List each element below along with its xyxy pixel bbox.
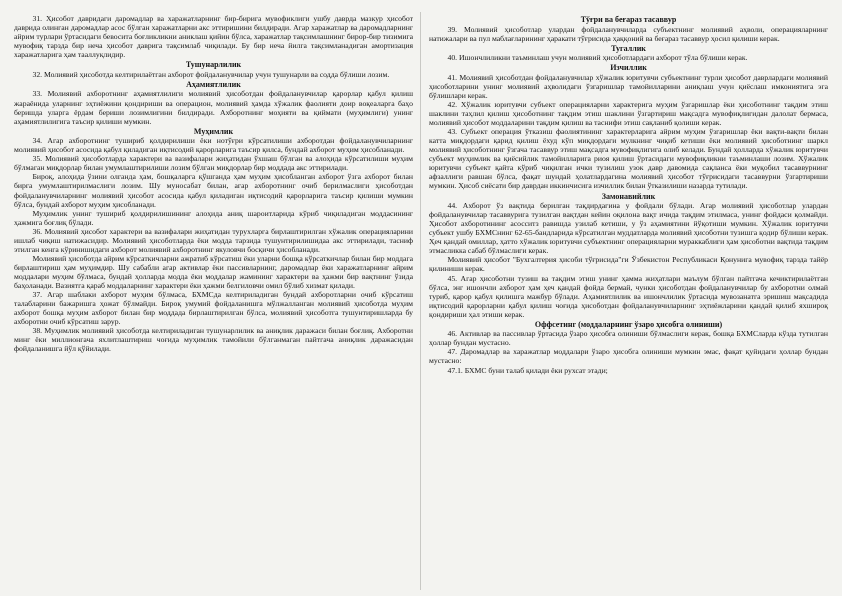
section-heading: Замонавийлик [601,191,656,201]
paragraph: 32. Молиявий ҳисоботда келтирилаётган ахборот фойдаланувчилар учун тушунарли ва содда бўлиши лозим. [32,69,390,79]
paragraph: 36. Молиявий ҳисобот характери ва вазифалари жиҳатидан турухларга бирлаштирилган хўжалик операцияларини ишлаб чиқиш натижасидир. Молиявий ҳисоботларда ёки модда тарзида тушунтирилишидаа акс эттирилади, тасниф этилган кенга кўринишидаги ахборот молиявий ахборотнинг якуловчи босқичи ҳисобланади. [14,226,413,254]
paragraph: 35. Молиявий ҳисоботларда характери ва вазифалари жиҳатидан ўхшаш бўлган ва алоҳида кўрсатилиши муҳим бўлмаган миқдорлар билан умумлаштирилиши лозим бўлган миқдорлар бир моддада акс эттирилади. [14,154,413,173]
paragraph: 34. Агар ахборотнинг тушириб қолдирилиши ёки нотўғри кўрсатилиши ахборотдан фойдаланувчиларнинг молиявий ҳисобот асосида қабул қиладиган иқтисодий қарорларига таъсир қилса, бундай ахборот муҳим ҳисобланади. [14,136,413,155]
paragraph: 38. Муҳимлик молиявий ҳисоботда келтириладиган тушунарлилик ва аниқлик даражаси билан боғлиқ. Ахборотни минг ёки миллионгача яхлитлаштириш чоғида муҳимлик тамойили бўлганмаган пайтгача аниқлик даражасидан фойдаланишга йўл қўйилади. [14,326,413,354]
column-divider [420,12,421,590]
section-heading: Изчиллик [610,63,647,73]
paragraph: 47. Даромадлар ва харажатлар моддалари ўзаро ҳисобга олиниши мумкин эмас, фақат қуйидаги ҳоллар бундан мустасно: [429,347,828,366]
section-heading: Муҳимлик [193,126,234,136]
paragraph: Молиявий ҳисобот "Бухгалтерия ҳисоби тўғрисида"ги Ўзбекистон Республикаси Қонунига мувофиқ тарзда тайёр қилиниши керак. [429,255,828,274]
paragraph: 43. Субъект операция ўтказиш фаолиятининг характерларига айрим муҳим ўзгаришлар ёки вақти-вақти билан катта миқдордаги қарид қилиш ёхуд кўп миқдордаги мулкнинг чиқиб кетиши ёки молиявий ҳисоботнинг шаркл молиявий ҳисоботнинг ўзгача тасаввур этиш мақсадга мувофиқлигига олиб келади. Бундай ҳолларда хўжалик юритувчи субъект муҳимлик ва қиёсийлик тамойилларига риоя қилиш ўртасидаги мувофиқликни таъминлаши лозим. Хўжалик юритувчи субъект қайта кўриб чиқилган ички тузилиш узок давр давомида сақланса ёки муқобил тасаввурнинг афзаллиги равшан бўлса, фақат шундай ҳолатлардагина молиявий ҳисобот тўғрисидаги тасаввурни ўзгартириши мумкин. Ҳисоб сиёсати бир даврдан иккинчисига изчиллик билан ўтказилиши назарда тутилади. [429,127,828,191]
paragraph: 37. Агар шаблаки ахборот муҳим бўлмаса, БХМСда келтириладиган бундай ахборотларни очиб кўрсатиш талабларини бажаришга ҳожат бўлмайди. Бироқ умумий фойдаланишга мўлжалланган молиявий ҳисоботда муҳим ахборот бошқа муҳим ахборот билан бир моддада бирлаштирилган бўлса, молиявий ҳисоботга тушунтиришларда бу ахборотни очиб кўрсатиш зарур. [14,290,413,327]
paragraph: 42. Хўжалик юритувчи субъект операцияларни характерига муҳим ўзгаришлар ёки ҳисоботнинг тақдим этиш шаклини таҳлил қилиш ҳисоботнинг тақдим этиш шаклини ўзгартириш мақсадга мувофиқлигидан далолат бермаса, молиявий ҳисобот моддаларини тақдим қилиш ва таснифи этиш сақланиб қолиши керак. [429,100,828,128]
paragraph: Молиявий ҳисоботда айрим кўрсаткичларни ажратиб кўрсатиш ёки уларни бошқа кўрсаткичлар билан бир моддага бирлаштириш ҳам муҳимдир. Шу сабабли агар активлар ёки пассивларнинг, даромадлар ёки харажатларнинг айрим моддалари муҳим бўлмаса, бундай ҳолларда модда ёки моддалар жамининг характери ва ҳажми бир вақтнинг ўзида баҳоланади. Вазиятга қараб моддаларнинг характери ёки ҳажми белгиловчи омил бўлиб хизмат қилади. [14,253,413,290]
left-column [14,14,413,590]
paragraph: 41. Молиявий ҳисоботдан фойдаланувчилар хўжалик юритувчи субъектнинг турли ҳисобот даврлардаги молиявий ҳисоботларини унинг молиявий аҳволидаги ўзгаришлар тамойилларини аниқлаш учун қиёслаш имкониятига эга бўлишлари керак. [429,72,828,101]
right-column [429,14,828,590]
paragraph: Бироқ, алоҳида ўзини олганда ҳам, бошқаларга қўшганда ҳам муҳим ҳисобланган ахборот ўзга ахборот билан бирга умумлаштирилмаслиги лозим. Шу муносабат билан, агар ахборотнинг очиб берилмаслиги ҳисоботдан фойдаланувчиларнинг молиявий ҳисобот асосида қабул қиладиган иқтисодий қарорларига таъсир қилиши мумкин бўлса, бундай ахборот муҳим ҳисобланади. [14,172,413,209]
paragraph: 33. Молиявий ахборотнинг аҳамиятлилиги молиявий ҳисоботдан фойдаланувчилар қарорлар қабул қилиш жараёнида уларнинг эҳтиёжини қондириши ва операцион, молиявий ҳамда хўжалик фаолияти доир воқеаларга баҳо беришда уларга ёрдам бериши лозимлигини билдиради. Ахборотнинг моҳияти ва қиймати (муҳимлиги) унинг аҳамиятлилигига таъсир қилиши мумкин. [14,89,413,126]
paragraph: 39. Молиявий ҳисоботлар улардан фойдаланувчиларда субъектнинг молиявий аҳволи, операцияларнинг натижалари ва пул маблағларининг ҳаракати тўғрисида ҳаққоний ва беғараз тасаввур ҳосил қилиши керак. [429,24,828,43]
paragraph: 31. Ҳисобот давридаги даромадлар ва харажатларнинг бир-бирига мувофиклиги ушбу даврда мазкур ҳисобот даврида олинган даромадлар асос бўлган харажатларни акс эттиришини билдиради. Агар харажатлар ва даромадларнинг айрим турлари ўртасидаги бевосита боғликликни аниклаш қийин бўлса, харажатлар тақсимлашнинг бирор-бир тизимига мувофиқ тарзда бир неча ҳисобот даврига тақсимлаб чиқилади. Бу бир неча йилга тақсимланадиган амортизация харажатларига ҳам тааллуқлидир. [14,14,413,60]
paragraph: 47.1. БХМС буни талаб қилади ёки рухсат этади; [447,365,608,375]
paragraph: Муҳимлик унинг тушириб қолдирилишининг алоҳида аниқ шароитларида кўриб чиқиладиган моддасининг ҳажмига боғлиқ бўлади. [14,208,413,227]
section-heading: Оффсетинг (моддаларнинг ўзаро ҳисобга олиниши) [534,319,723,329]
section-heading: Тўғри ва беғараз тасаввур [580,15,677,24]
paragraph: 44. Ахборот ўз вақтида берилган тақдирдагина у фойдали бўлади. Агар молиявий ҳисоботлар улардан фойдаланувчилар тасаввурига тузилган вақтдан кейин оқилона вақт ичида тақдим этилмаса, унинг фойдаси қолмайди. Ҳисобот ахборотининг асосситз равишда узилаб кетиши, у ўз аҳамиятини йўқотиши мумкин. Хўжалик юритувчи субъект ушбу БХМСнинг 62-65-бандларида кўрсатилган муддатларда молиявий ҳисоботни тузишга қодир бўлиши керак. Ҳеч қандай омиллар, ҳатто хўжалик юритувчи субъектнинг операцияларни мураккаблиги ҳам ҳисоботни вақтида тақдим этмасликка сабаб бўлмаслиги керак. [429,201,828,256]
section-heading: Тугаллик [611,43,646,53]
section-heading: Аҳамиятлилик [186,79,241,89]
paragraph: 45. Агар ҳисоботни тузиш ва тақдим этиш унинг ҳамма жиҳатлари маълум бўлган пайтгача кечиктирилаётган бўлса, энг ишончли ахборот ҳам ҳеч қандай фойда бермай, чунки ҳисоботдан фойдаланувчилар бу ахборотни олмай туриб, қарор қабул қилишга мажбур бўлади. Аҳамиятлилик ва ишончлилик ўртасида мувозанатга эришиш мақсадида иқтисодий қарорларни қабул қилиш чоғида ҳисоботдан фойдаланувчиларнинг эҳтиёжларини қандай қилиб яхшироқ қондириши ҳал этиши керак. [429,273,828,319]
paragraph: 46. Активлар ва пассивлар ўртасида ўзаро ҳисобга олиниши бўлмаслиги керак, бошқа БХМСларда кўзда тутилган ҳоллар бундан мустасно. [429,329,828,348]
paragraph: 40. Ишончлиликни таъминлаш учун молиявий ҳисоботлардаги ахборот тўла бўлиши керак. [447,53,748,63]
section-heading: Тушунарлилик [185,60,242,70]
